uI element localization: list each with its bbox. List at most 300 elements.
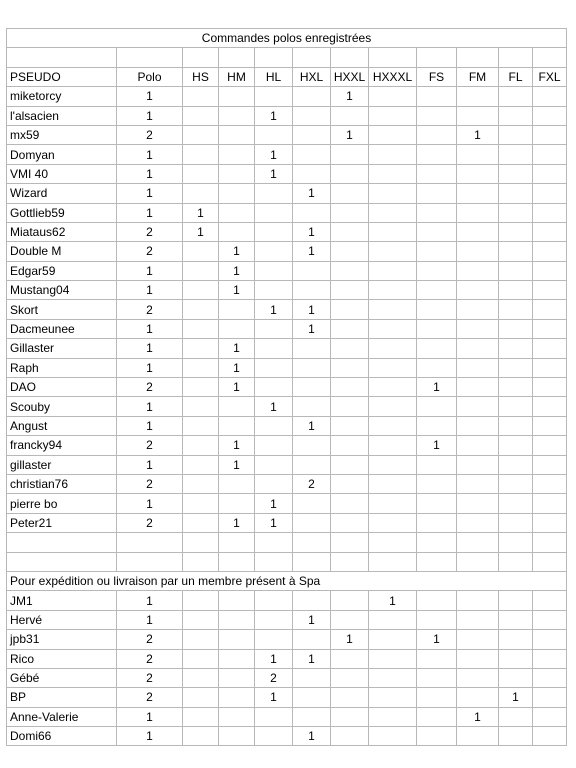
- empty-cell: [369, 552, 417, 571]
- qty-cell: [331, 339, 369, 358]
- qty-cell: [293, 397, 331, 416]
- qty-cell: [369, 513, 417, 532]
- table-row: [7, 591, 567, 610]
- qty-cell: [533, 242, 567, 261]
- qty-cell: [369, 707, 417, 726]
- pseudo-cell: mx59: [7, 125, 117, 144]
- qty-cell: [499, 494, 533, 513]
- qty-cell: [417, 184, 457, 203]
- qty-cell: [331, 222, 369, 241]
- table-row: [7, 300, 567, 319]
- qty-cell: 1: [219, 339, 255, 358]
- empty-cell: [533, 48, 567, 67]
- qty-cell: [183, 591, 219, 610]
- header-row: [7, 67, 567, 86]
- qty-cell: 1: [293, 319, 331, 338]
- empty-cell: [255, 533, 293, 552]
- qty-cell: [255, 630, 293, 649]
- empty-cell: [219, 533, 255, 552]
- empty-cell: [369, 48, 417, 67]
- empty-cell: [183, 552, 219, 571]
- qty-cell: [533, 300, 567, 319]
- qty-cell: [255, 319, 293, 338]
- table-row: [7, 397, 567, 416]
- qty-cell: [417, 358, 457, 377]
- qty-cell: 2: [117, 630, 183, 649]
- qty-cell: 1: [117, 358, 183, 377]
- pseudo-cell: Rico: [7, 649, 117, 668]
- qty-cell: [219, 727, 255, 746]
- qty-cell: 1: [293, 222, 331, 241]
- qty-cell: [369, 455, 417, 474]
- qty-cell: 1: [499, 688, 533, 707]
- qty-cell: [457, 300, 499, 319]
- qty-cell: [369, 261, 417, 280]
- qty-cell: [219, 222, 255, 241]
- empty-cell: [183, 533, 219, 552]
- header-hl: HL: [255, 67, 293, 86]
- qty-cell: [293, 281, 331, 300]
- qty-cell: [417, 339, 457, 358]
- qty-cell: 1: [117, 494, 183, 513]
- qty-cell: [219, 87, 255, 106]
- qty-cell: 1: [331, 87, 369, 106]
- qty-cell: 2: [117, 668, 183, 687]
- table-row: [7, 630, 567, 649]
- qty-cell: [499, 300, 533, 319]
- qty-cell: [331, 281, 369, 300]
- qty-cell: [499, 455, 533, 474]
- qty-cell: [255, 727, 293, 746]
- qty-cell: [183, 184, 219, 203]
- qty-cell: [255, 281, 293, 300]
- qty-cell: [369, 630, 417, 649]
- qty-cell: 1: [255, 649, 293, 668]
- qty-cell: [533, 727, 567, 746]
- table-row: [7, 436, 567, 455]
- qty-cell: 2: [117, 688, 183, 707]
- qty-cell: [533, 358, 567, 377]
- empty-cell: [417, 533, 457, 552]
- qty-cell: [533, 87, 567, 106]
- qty-cell: [457, 281, 499, 300]
- empty-cell: [457, 552, 499, 571]
- empty-cell: [457, 533, 499, 552]
- qty-cell: [219, 416, 255, 435]
- qty-cell: [417, 416, 457, 435]
- qty-cell: 1: [293, 416, 331, 435]
- header-pseudo: PSEUDO: [7, 67, 117, 86]
- table-row: [7, 106, 567, 125]
- qty-cell: [255, 436, 293, 455]
- qty-cell: [183, 145, 219, 164]
- pseudo-cell: pierre bo: [7, 494, 117, 513]
- qty-cell: [457, 513, 499, 532]
- qty-cell: [417, 610, 457, 629]
- qty-cell: [533, 416, 567, 435]
- qty-cell: [533, 494, 567, 513]
- qty-cell: [499, 222, 533, 241]
- qty-cell: [499, 358, 533, 377]
- qty-cell: [293, 106, 331, 125]
- qty-cell: [331, 358, 369, 377]
- qty-cell: [457, 494, 499, 513]
- qty-cell: [293, 630, 331, 649]
- qty-cell: [533, 261, 567, 280]
- qty-cell: [219, 184, 255, 203]
- qty-cell: [417, 727, 457, 746]
- pseudo-cell: BP: [7, 688, 117, 707]
- empty-cell: [417, 552, 457, 571]
- qty-cell: [331, 184, 369, 203]
- header-hxxxl: HXXXL: [369, 67, 417, 86]
- qty-cell: [331, 474, 369, 493]
- qty-cell: 2: [117, 436, 183, 455]
- qty-cell: [457, 106, 499, 125]
- qty-cell: [331, 319, 369, 338]
- qty-cell: [499, 707, 533, 726]
- qty-cell: [533, 397, 567, 416]
- empty-cell: [533, 552, 567, 571]
- qty-cell: [533, 106, 567, 125]
- qty-cell: [533, 513, 567, 532]
- qty-cell: [417, 688, 457, 707]
- pseudo-cell: VMI 40: [7, 164, 117, 183]
- qty-cell: [533, 649, 567, 668]
- sheet-title: Commandes polos enregistrées: [7, 29, 567, 48]
- qty-cell: [499, 339, 533, 358]
- qty-cell: [499, 319, 533, 338]
- qty-cell: 1: [183, 203, 219, 222]
- qty-cell: [499, 727, 533, 746]
- qty-cell: [293, 125, 331, 144]
- qty-cell: [293, 688, 331, 707]
- qty-cell: [457, 455, 499, 474]
- qty-cell: [255, 222, 293, 241]
- qty-cell: [457, 649, 499, 668]
- qty-cell: [183, 300, 219, 319]
- qty-cell: [183, 727, 219, 746]
- qty-cell: [499, 397, 533, 416]
- qty-cell: [417, 494, 457, 513]
- qty-cell: [499, 630, 533, 649]
- qty-cell: [219, 474, 255, 493]
- qty-cell: [369, 474, 417, 493]
- qty-cell: [183, 261, 219, 280]
- qty-cell: [499, 513, 533, 532]
- qty-cell: [255, 610, 293, 629]
- qty-cell: [457, 87, 499, 106]
- qty-cell: [219, 300, 255, 319]
- qty-cell: [331, 649, 369, 668]
- qty-cell: [331, 106, 369, 125]
- qty-cell: [183, 339, 219, 358]
- qty-cell: [533, 630, 567, 649]
- qty-cell: [331, 668, 369, 687]
- table-row: [7, 358, 567, 377]
- qty-cell: [533, 591, 567, 610]
- qty-cell: [331, 378, 369, 397]
- qty-cell: 1: [117, 727, 183, 746]
- section-row: [7, 571, 567, 590]
- qty-cell: [293, 455, 331, 474]
- empty-cell: [331, 48, 369, 67]
- qty-cell: [417, 591, 457, 610]
- empty-cell: [293, 552, 331, 571]
- qty-cell: 1: [293, 300, 331, 319]
- table-row: [7, 203, 567, 222]
- qty-cell: 1: [117, 203, 183, 222]
- qty-cell: 1: [219, 242, 255, 261]
- empty-cell: [255, 48, 293, 67]
- table-row: [7, 87, 567, 106]
- table-row: [7, 455, 567, 474]
- pseudo-cell: Edgar59: [7, 261, 117, 280]
- table-row: [7, 281, 567, 300]
- qty-cell: [457, 203, 499, 222]
- qty-cell: [369, 184, 417, 203]
- qty-cell: [457, 222, 499, 241]
- qty-cell: 1: [369, 591, 417, 610]
- qty-cell: [369, 668, 417, 687]
- qty-cell: [331, 203, 369, 222]
- empty-cell: [499, 533, 533, 552]
- qty-cell: [369, 106, 417, 125]
- qty-cell: [457, 261, 499, 280]
- qty-cell: [331, 513, 369, 532]
- pseudo-cell: JM1: [7, 591, 117, 610]
- qty-cell: [369, 494, 417, 513]
- qty-cell: 1: [117, 610, 183, 629]
- empty-cell: [331, 533, 369, 552]
- header-polo: Polo: [117, 67, 183, 86]
- pseudo-cell: jpb31: [7, 630, 117, 649]
- qty-cell: [293, 203, 331, 222]
- qty-cell: [331, 397, 369, 416]
- qty-cell: [255, 474, 293, 493]
- qty-cell: 1: [331, 630, 369, 649]
- qty-cell: 1: [255, 688, 293, 707]
- qty-cell: [533, 707, 567, 726]
- qty-cell: 1: [219, 513, 255, 532]
- qty-cell: [293, 591, 331, 610]
- qty-cell: [219, 688, 255, 707]
- qty-cell: [417, 222, 457, 241]
- qty-cell: [533, 319, 567, 338]
- table-row: [7, 474, 567, 493]
- qty-cell: 1: [117, 591, 183, 610]
- qty-cell: [255, 416, 293, 435]
- qty-cell: 1: [117, 261, 183, 280]
- qty-cell: [417, 164, 457, 183]
- qty-cell: [331, 591, 369, 610]
- qty-cell: [183, 416, 219, 435]
- qty-cell: [457, 319, 499, 338]
- table-row: [7, 125, 567, 144]
- qty-cell: [533, 378, 567, 397]
- qty-cell: [533, 474, 567, 493]
- qty-cell: [331, 242, 369, 261]
- qty-cell: 1: [219, 436, 255, 455]
- qty-cell: [417, 397, 457, 416]
- qty-cell: [219, 145, 255, 164]
- qty-cell: [219, 125, 255, 144]
- qty-cell: [255, 125, 293, 144]
- qty-cell: [219, 630, 255, 649]
- empty-cell: [7, 552, 117, 571]
- qty-cell: 1: [293, 242, 331, 261]
- qty-cell: [417, 707, 457, 726]
- qty-cell: [183, 378, 219, 397]
- pseudo-cell: Peter21: [7, 513, 117, 532]
- qty-cell: [183, 513, 219, 532]
- pseudo-cell: Wizard: [7, 184, 117, 203]
- qty-cell: [457, 591, 499, 610]
- spacer-row: [7, 533, 567, 552]
- table-row: [7, 416, 567, 435]
- qty-cell: 2: [255, 668, 293, 687]
- pseudo-cell: Anne-Valerie: [7, 707, 117, 726]
- empty-cell: [183, 48, 219, 67]
- pseudo-cell: miketorcy: [7, 87, 117, 106]
- qty-cell: [331, 436, 369, 455]
- pseudo-cell: Gébé: [7, 668, 117, 687]
- qty-cell: [331, 688, 369, 707]
- qty-cell: 1: [219, 378, 255, 397]
- qty-cell: [499, 281, 533, 300]
- qty-cell: [417, 145, 457, 164]
- pseudo-cell: Gillaster: [7, 339, 117, 358]
- qty-cell: [457, 610, 499, 629]
- qty-cell: [293, 145, 331, 164]
- qty-cell: [331, 610, 369, 629]
- qty-cell: [417, 106, 457, 125]
- qty-cell: 1: [293, 649, 331, 668]
- qty-cell: [499, 184, 533, 203]
- qty-cell: [499, 649, 533, 668]
- qty-cell: [533, 436, 567, 455]
- qty-cell: [219, 668, 255, 687]
- qty-cell: [293, 494, 331, 513]
- qty-cell: [457, 688, 499, 707]
- qty-cell: [457, 668, 499, 687]
- empty-cell: [117, 533, 183, 552]
- qty-cell: [499, 436, 533, 455]
- qty-cell: [293, 378, 331, 397]
- qty-cell: [417, 474, 457, 493]
- qty-cell: [533, 145, 567, 164]
- qty-cell: 1: [117, 145, 183, 164]
- header-fxl: FXL: [533, 67, 567, 86]
- qty-cell: [533, 164, 567, 183]
- qty-cell: 1: [219, 358, 255, 377]
- qty-cell: [533, 184, 567, 203]
- header-hxl: HXL: [293, 67, 331, 86]
- qty-cell: [183, 358, 219, 377]
- qty-cell: 1: [117, 455, 183, 474]
- qty-cell: [499, 378, 533, 397]
- qty-cell: [533, 339, 567, 358]
- pseudo-cell: Scouby: [7, 397, 117, 416]
- qty-cell: 1: [117, 339, 183, 358]
- qty-cell: [293, 164, 331, 183]
- empty-cell: [331, 552, 369, 571]
- qty-cell: [533, 222, 567, 241]
- pseudo-cell: l'alsacien: [7, 106, 117, 125]
- qty-cell: [183, 125, 219, 144]
- qty-cell: [293, 358, 331, 377]
- qty-cell: [293, 261, 331, 280]
- qty-cell: [369, 145, 417, 164]
- qty-cell: [255, 455, 293, 474]
- qty-cell: [331, 727, 369, 746]
- empty-cell: [533, 533, 567, 552]
- qty-cell: 1: [255, 494, 293, 513]
- qty-cell: [369, 339, 417, 358]
- header-fm: FM: [457, 67, 499, 86]
- qty-cell: [369, 610, 417, 629]
- qty-cell: [255, 339, 293, 358]
- qty-cell: 1: [417, 630, 457, 649]
- header-hxxl: HXXL: [331, 67, 369, 86]
- qty-cell: [499, 164, 533, 183]
- qty-cell: [331, 416, 369, 435]
- qty-cell: [369, 281, 417, 300]
- qty-cell: [417, 455, 457, 474]
- empty-cell: [117, 48, 183, 67]
- table-row: [7, 184, 567, 203]
- qty-cell: [417, 668, 457, 687]
- qty-cell: 2: [117, 513, 183, 532]
- qty-cell: [499, 610, 533, 629]
- qty-cell: [219, 164, 255, 183]
- table-row: [7, 668, 567, 687]
- table-row: [7, 494, 567, 513]
- table-row: [7, 242, 567, 261]
- qty-cell: [369, 416, 417, 435]
- qty-cell: 1: [117, 281, 183, 300]
- qty-cell: 1: [293, 184, 331, 203]
- qty-cell: [499, 416, 533, 435]
- empty-cell: [219, 552, 255, 571]
- qty-cell: [183, 87, 219, 106]
- qty-cell: [219, 649, 255, 668]
- empty-cell: [7, 48, 117, 67]
- qty-cell: 2: [117, 474, 183, 493]
- qty-cell: [499, 474, 533, 493]
- qty-cell: [499, 668, 533, 687]
- qty-cell: [457, 242, 499, 261]
- qty-cell: [369, 319, 417, 338]
- qty-cell: [533, 668, 567, 687]
- qty-cell: [533, 610, 567, 629]
- qty-cell: [331, 494, 369, 513]
- pseudo-cell: christian76: [7, 474, 117, 493]
- header-hs: HS: [183, 67, 219, 86]
- pseudo-cell: Mustang04: [7, 281, 117, 300]
- qty-cell: [369, 87, 417, 106]
- qty-cell: [369, 727, 417, 746]
- qty-cell: 1: [219, 281, 255, 300]
- pseudo-cell: Domi66: [7, 727, 117, 746]
- qty-cell: 1: [219, 455, 255, 474]
- qty-cell: [183, 630, 219, 649]
- qty-cell: [533, 688, 567, 707]
- qty-cell: 1: [117, 416, 183, 435]
- spacer-row: [7, 552, 567, 571]
- qty-cell: [533, 125, 567, 144]
- qty-cell: [219, 707, 255, 726]
